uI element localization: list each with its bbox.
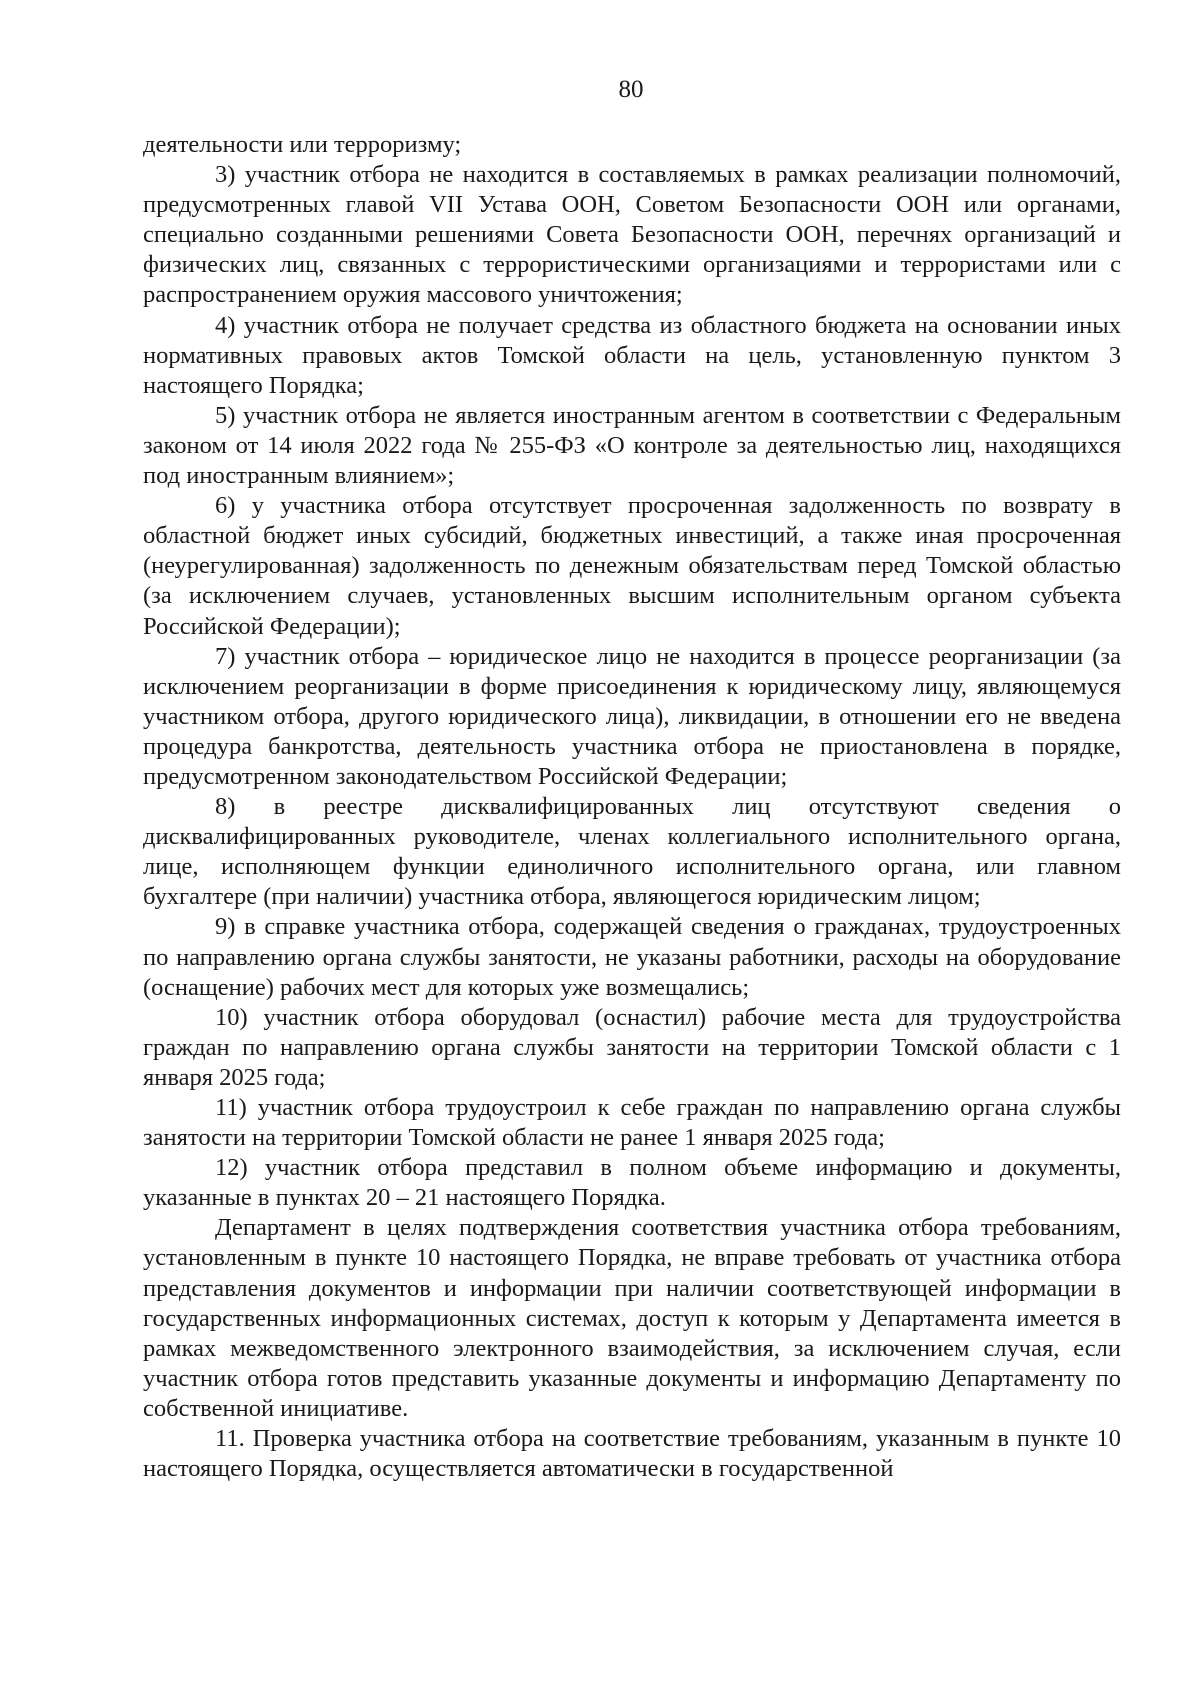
paragraph-department: Департамент в целях подтверждения соответствия участника отбора требованиям, установленным в пункте 10 настоящего Порядка, не вправе требовать от участника отбора представления документов и информации при наличии соответствующей информации в государственных информационных системах, доступ к которым у Департамента имеется в рамках межведомственного электронного взаимодействия, за исключением случая, если участник отбора готов представить указанные документы и информацию Департаменту по собственной инициативе. — [143, 1214, 1121, 1422]
paragraph-item-3: 3) участник отбора не находится в составляемых в рамках реализации полномочий, предусмотренных главой VII Устава ООН, Советом Безопасности ООН или органами, специально созданными решениями Совета Безопасности ООН, перечнях организаций и физических лиц, связанных с террористическими организациями и террористами или с распространением оружия массового уничтожения; — [143, 161, 1121, 309]
paragraph-item-6: 6) у участника отбора отсутствует просроченная задолженность по возврату в областной бюджет иных субсидий, бюджетных инвестиций, а также иная просроченная (неурегулированная) задолженность по денежным обязательствам перед Томской областью (за исключением случаев, установленных высшим исполнительным органом субъекта Российской Федерации); — [143, 492, 1121, 640]
paragraph-item-7: 7) участник отбора – юридическое лицо не находится в процессе реорганизации (за исключением реорганизации в форме присоединения к юридическому лицу, являющемуся участником отбора, другого юридического лица), ликвидации, в отношении его не введена процедура банкротства, деятельность участника отбора не приостановлена в порядке, предусмотренном законодательством Российской Федерации; — [143, 642, 1121, 790]
paragraph-item-12: 12) участник отбора представил в полном объеме информацию и документы, указанные в пунктах 20 – 21 настоящего Порядка. — [143, 1154, 1121, 1212]
paragraph-item-5: 5) участник отбора не является иностранным агентом в соответствии с Федеральным законом от 14 июля 2022 года № 255-ФЗ «О контроле за деятельностью лиц, находящихся под иностранным влиянием»; — [143, 401, 1121, 490]
paragraph-item-4: 4) участник отбора не получает средства из областного бюджета на основании иных нормативных правовых актов Томской области на цель, установленную пунктом 3 настоящего Порядка; — [143, 311, 1121, 399]
paragraph-section-11: 11. Проверка участника отбора на соответствие требованиям, указанным в пункте 10 настоящего Порядка, осуществляется автоматически в государственной — [143, 1425, 1121, 1483]
paragraph-item-9: 9) в справке участника отбора, содержащей сведения о гражданах, трудоустроенных по направлению органа службы занятости, не указаны работники, расходы на оборудование (оснащение) рабочих мест для которых уже возмещались; — [143, 913, 1121, 1001]
paragraph-continuation: деятельности или терроризму; — [143, 131, 462, 158]
paragraph-item-11: 11) участник отбора трудоустроил к себе граждан по направлению органа службы занятости на территории Томской области не ранее 1 января 2025 года; — [143, 1094, 1121, 1152]
document-body — [143, 130, 1121, 1484]
paragraph-item-10: 10) участник отбора оборудовал (оснастил) рабочие места для трудоустройства граждан по направлению органа службы занятости на территории Томской области с 1 января 2025 года; — [143, 1003, 1121, 1091]
paragraph-item-8: 8) в реестре дисквалифицированных лиц отсутствуют сведения о дисквалифицированных руководителе, членах коллегиального исполнительного органа, лице, исполняющем функции единоличного исполнительного органа, или главном бухгалтере (при наличии) участника отбора, являющегося юридическим лицом; — [143, 793, 1121, 911]
page-number: 80 — [618, 76, 644, 103]
